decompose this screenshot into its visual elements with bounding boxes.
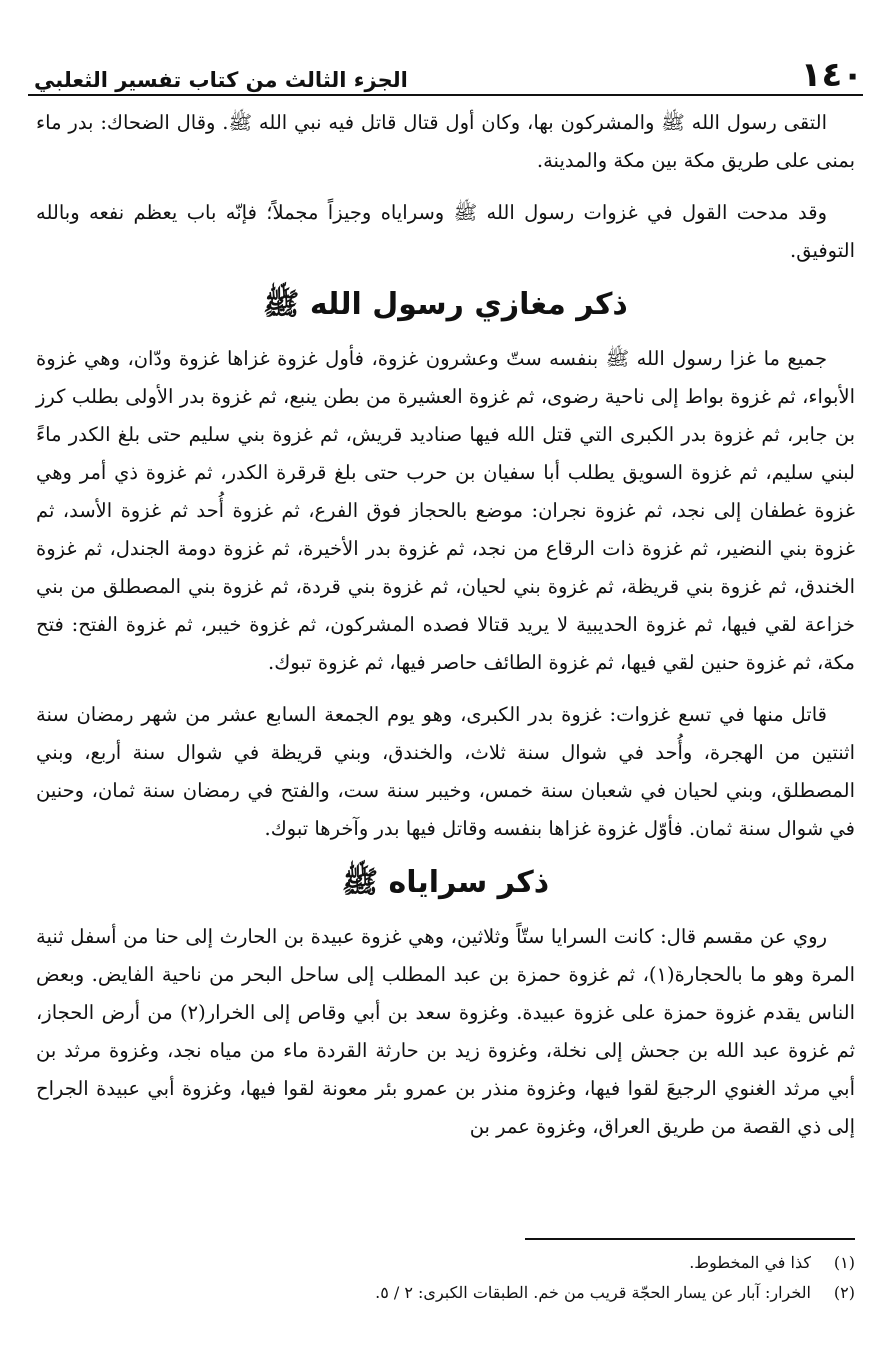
running-title: الجزء الثالث من كتاب تفسير الثعلبي (34, 68, 408, 92)
footnote-item (36, 1278, 855, 1308)
intro-paragraph-1: التقى رسول الله ﷺ والمشركون بها، وكان أول قتال قاتل فيه نبي الله ﷺ. وقال الضحاك: بدر ماء بمنى على طريق مكة بين مكة والمدينة. (36, 111, 855, 172)
footnote-text: كذا في المخطوط. (689, 1253, 811, 1272)
page-header (28, 52, 863, 96)
footnote-number: (١) (833, 1253, 855, 1272)
footnotes (36, 1238, 855, 1308)
footnote-item (36, 1248, 855, 1278)
section-heading-saraya: ذكر سراياه ﷺ (341, 865, 550, 900)
footnote-text: الخرار: آبار عن يسار الحجّة قريب من خم. الطبقات الكبرى: ٢ / ٥. (375, 1283, 811, 1302)
section-heading-maghazi: ذكر مغازي رسول الله ﷺ (263, 287, 628, 322)
intro-paragraph-2: وقد مدحت القول في غزوات رسول الله ﷺ وسراياه وجيزاً مجملاً؛ فإنّه باب يعظم نفعه وبالله التوفيق. (36, 201, 855, 262)
maghazi-paragraph-2: قاتل منها في تسع غزوات: غزوة بدر الكبرى، وهو يوم الجمعة السابع عشر من شهر رمضان سنة اثنتين من الهجرة، وأُحد في شوال سنة ثلاث، والخندق، وبني قريظة في شوال سنة أربع، وبني المصطلق، وبني لحيان في شعبان سنة خمس، وخيبر سنة ست، والفتح في رمضان سنة ثمان، وحنين في شوال سنة ثمان. فأوّل غزوة غزاها بنفسه وقاتل فيها بدر وآخرها تبوك. (36, 703, 855, 840)
footnote-number: (٢) (833, 1283, 855, 1302)
saraya-paragraph-1: روي عن مقسم قال: كانت السرايا ستّاً وثلاثين، وهي غزوة عبيدة بن الحارث إلى حنا من أسفل ثنية المرة وهو ما بالحجارة(١)، ثم غزوة حمزة بن عبد المطلب إلى ساحل البحر من ناحية الفايض. وبعض الناس يقدم غزوة حمزة على غزوة عبيدة. وغزوة سعد بن أبي وقاص إلى الخرار(٢) من أرض الحجاز، ثم غزوة عبد الله بن جحش إلى نخلة، وغزوة زيد بن حارثة القردة ماء من مياه نجد، وغزوة مرثد بن أبي مرثد الغنوي الرجيعَ لقوا فيها، وغزوة منذر بن عمرو بئر معونة لقوا فيها، وغزوة أبي عبيدة الجراح إلى ذي القصة من طريق العراق، وغزوة عمر بن (36, 925, 856, 1138)
page-body (36, 104, 855, 1160)
page-number: ١٤٠ (800, 55, 863, 95)
maghazi-paragraph-1: جميع ما غزا رسول الله ﷺ بنفسه ستّ وعشرون غزوة، فأول غزوة غزاها غزوة ودّان، وهي غزوة الأبواء، ثم غزوة بواط إلى ناحية رضوى، ثم غزوة العشيرة من بطن ينبع، ثم غزوة بدر الأولى بطلب كرز بن جابر، ثم غزوة بدر الكبرى التي قتل الله فيها صناديد قريش، ثم غزوة بني سليم حتى بلغ الكدر ماءً لبني سليم، ثم غزوة السويق يطلب أبا سفيان بن حرب حتى بلغ قرقرة الكدر، ثم غزوة ذي أمر وهي غزوة غطفان إلى نجد، ثم غزوة نجران: موضع بالحجاز فوق الفرع، ثم غزوة أُحد ثم غزوة الأسد، ثم غزوة بني النضير، ثم غزوة ذات الرقاع من نجد، ثم غزوة بدر الأخيرة، ثم غزوة دومة الجندل، ثم غزوة الخندق، ثم غزوة بني قريظة، ثم غزوة بني لحيان، ثم غزوة بني قردة، ثم غزوة بني المصطلق من بني خزاعة لقي فيها، ثم غزوة الحديبية لا يريد قتالا فصده المشركون، ثم غزوة خيبر، ثم غزوة الفتح: فتح مكة، ثم غزوة حنين لقي فيها، ثم غزوة الطائف حاصر فيها، ثم غزوة تبوك. (36, 347, 855, 674)
footnote-divider (525, 1238, 855, 1240)
